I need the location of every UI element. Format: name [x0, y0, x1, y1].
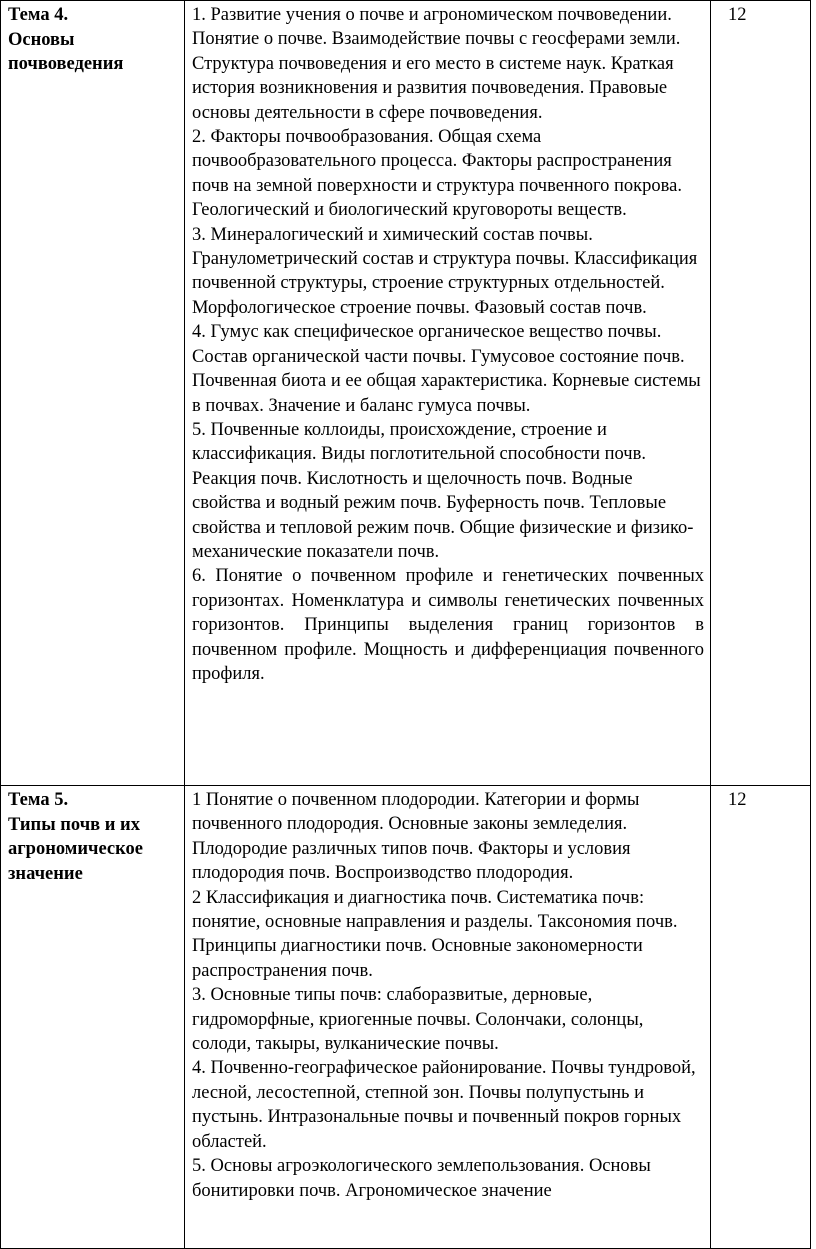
table-row-topic-4: [1, 1, 811, 786]
hours-value: 12: [728, 5, 747, 25]
hours-cell: [711, 1, 811, 786]
topic-title: Тема 5. Типы почв и их агрономическое значение: [8, 790, 143, 884]
content-paragraph: 4. Почвенно-географическое районирование. Почвы тундровой, лесной, лесостепной, степной зон. Почвы полупустынь и пустынь. Интразональные почвы и почвенный покров горных областей.: [192, 1058, 696, 1152]
content-paragraph: 3. Минералогический и химический состав почвы. Гранулометрический состав и структура почвы. Классификация почвенной структуры, строение структурных отдельностей. Морфологическое строение почвы. Фазовый состав почв.: [192, 224, 698, 318]
table-row-topic-5: [1, 786, 811, 1249]
topic-title: Тема 4. Основы почвоведения: [8, 5, 124, 74]
topic-cell: [1, 786, 185, 1249]
content-paragraph: 5. Основы агроэкологического землепользования. Основы бонитировки почв. Агрономическое значение: [192, 1156, 651, 1201]
content-paragraph: 2. Факторы почвообразования. Общая схема почвообразовательного процесса. Факторы распространения почв на земной поверхности и структура почвенного покрова. Геологический и биологический круговороты веществ.: [192, 127, 682, 221]
content-paragraph: 2 Классификация и диагностика почв. Систематика почв: понятие, основные направления и разделы. Таксономия почв. Принципы диагностики почв. Основные закономерности распространения почв.: [192, 887, 678, 981]
hours-value: 12: [728, 790, 747, 810]
content-cell: [185, 1, 711, 786]
hours-cell: [711, 786, 811, 1249]
content-paragraph: 1. Развитие учения о почве и агрономическом почвоведении. Понятие о почве. Взаимодействие почвы с геосферами земли. Структура почвоведения и его место в системе наук. Краткая история возникновения и развития почвоведения. Правовые основы деятельности в сфере почвоведения.: [192, 5, 681, 123]
content-cell: [185, 786, 711, 1249]
content-paragraph: 5. Почвенные коллоиды, происхождение, строение и классификация. Виды поглотительной способности почв. Реакция почв. Кислотность и щелочность почв. Водные свойства и водный режим почв. Буферность почв. Тепловые свойства и тепловой режим почв. Общие физические и физико-механические показатели почв.: [192, 419, 694, 562]
content-paragraph: 4. Гумус как специфическое органическое вещество почвы. Состав органической части почвы. Гумусовое состояние почв. Почвенная биота и ее общая характеристика. Корневые системы в почвах. Значение и баланс гумуса почвы.: [192, 322, 701, 416]
content-paragraph: 3. Основные типы почв: слаборазвитые, дерновые, гидроморфные, криогенные почвы. Солончаки, солонцы, солоди, такыры, вулканические почвы.: [192, 985, 644, 1055]
content-paragraph: 6. Понятие о почвенном профиле и генетических почвенных горизонтах. Номенклатура и символы генетических почвенных горизонтов. Принципы выделения границ горизонтов в почвенном профиле. Мощность и дифференциация почвенного профиля.: [192, 566, 704, 684]
content-paragraph: 1 Понятие о почвенном плодородии. Категории и формы почвенного плодородия. Основные законы земледелия. Плодородие различных типов почв. Факторы и условия плодородия почв. Воспроизводство плодородия.: [192, 790, 640, 884]
topic-cell: [1, 1, 185, 786]
